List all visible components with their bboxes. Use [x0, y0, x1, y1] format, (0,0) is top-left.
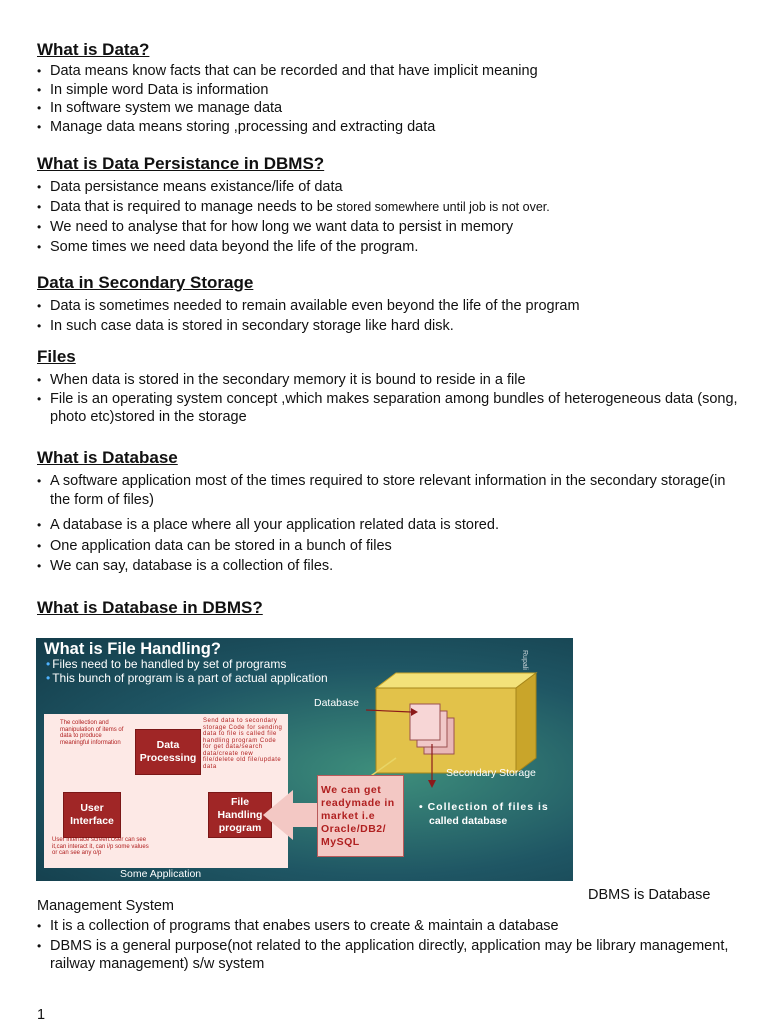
heading-data-persistance: What is Data Persistance in DBMS? — [37, 154, 325, 173]
collection-label-2: called database — [429, 815, 508, 827]
file-handling-slide — [36, 638, 573, 881]
list-item: • We need to analyse that for how long we want data to persist in memory — [37, 218, 737, 237]
note-collection: The collection and manipulation of items of data to produce meaningful information — [60, 720, 124, 746]
slide-title: What is File Handling? — [44, 640, 221, 658]
list-item: • Data persistance means existance/life of data — [37, 178, 737, 197]
list-item: • A database is a place where all your application related data is stored. — [37, 516, 737, 535]
list-item-text: Data that is required to manage needs to be — [50, 199, 333, 215]
list-item: • In simple word Data is information — [37, 81, 737, 100]
callout-arrow-icon — [263, 790, 293, 840]
management-system-line: Management System — [37, 898, 175, 914]
list-item: • Some times we need data beyond the life of the program. — [37, 238, 737, 257]
slide-bullet-text: Files need to be handled by set of programs — [52, 657, 287, 671]
list-item-small-text: stored somewhere until job is not over. — [332, 200, 550, 214]
heading-secondary-storage: Data in Secondary Storage — [37, 273, 254, 292]
bullet-list-data — [37, 62, 737, 136]
bullet-list-database — [37, 472, 737, 576]
list-item: • In such case data is stored in secondary storage like hard disk. — [37, 317, 737, 336]
callout-text: We can get readymade in market i.e Oracle/DB2/ MySQL — [321, 784, 395, 848]
heading-what-is-database: What is Database — [37, 448, 178, 467]
data-processing-box: Data Processing — [135, 729, 201, 775]
callout-arrow-body — [292, 803, 319, 827]
list-item: • We can say, database is a collection of files. — [37, 557, 737, 576]
slide-side-text: Rupali — [521, 650, 528, 670]
collection-label: • Collection of files is — [419, 801, 549, 813]
list-item: • One application data can be stored in a bunch of files — [37, 537, 737, 556]
bullet-list-dbms — [37, 917, 737, 974]
slide-bullet — [46, 671, 328, 685]
list-item: • File is an operating system concept ,which makes separation among bundles of heterogeneous data (song, photo etc)stored in the storage — [37, 390, 740, 427]
slide-bullet-text: This bunch of program is a part of actual application — [52, 671, 328, 685]
dbms-label: DBMS is Database — [588, 887, 711, 903]
list-item: • In software system we manage data — [37, 99, 737, 118]
bullet-dot-icon: • — [46, 657, 51, 671]
note-user-interface: User interface screen.User can see it,can interact it, can i/p some values or can see any o/p — [52, 837, 149, 856]
heading-what-is-data: What is Data? — [37, 40, 150, 59]
list-item: • Data is sometimes needed to remain available even beyond the life of the program — [37, 297, 737, 316]
heading-files: Files — [37, 347, 76, 366]
list-item — [37, 198, 737, 217]
heading-database-in-dbms: What is Database in DBMS? — [37, 598, 263, 617]
page-number: 1 — [37, 1007, 46, 1023]
bullet-list-persistance — [37, 178, 737, 257]
user-interface-box: User Interface — [63, 792, 121, 838]
bullet-dot-icon: • — [46, 671, 51, 685]
secondary-storage-label: Secondary Storage — [446, 767, 536, 779]
list-item: • A software application most of the times required to store relevant information in the secondary storage(in the form of files) — [37, 472, 740, 509]
list-item: • When data is stored in the secondary memory it is bound to reside in a file — [37, 371, 737, 390]
database-label: Database — [314, 697, 359, 709]
list-item: • It is a collection of programs that enabes users to create & maintain a database — [37, 917, 737, 936]
some-application-label: Some Application — [120, 868, 202, 880]
file-handling-box: File Handling program — [208, 792, 272, 838]
slide-bullet — [46, 657, 286, 671]
list-item: • Manage data means storing ,processing and extracting data — [37, 118, 737, 137]
note-send-data: Send data to secondary storage Code for sending data to file is called file handling program Code for get data/search data/create new file/delete old file/update data — [203, 718, 283, 770]
list-item: • Data means know facts that can be recorded and that have implicit meaning — [37, 62, 737, 81]
bullet-list-files — [37, 371, 737, 427]
bullet-list-secondary — [37, 297, 737, 335]
list-item: • DBMS is a general purpose(not related to the application directly, application may be library management, railway management) s/w system — [37, 937, 730, 974]
